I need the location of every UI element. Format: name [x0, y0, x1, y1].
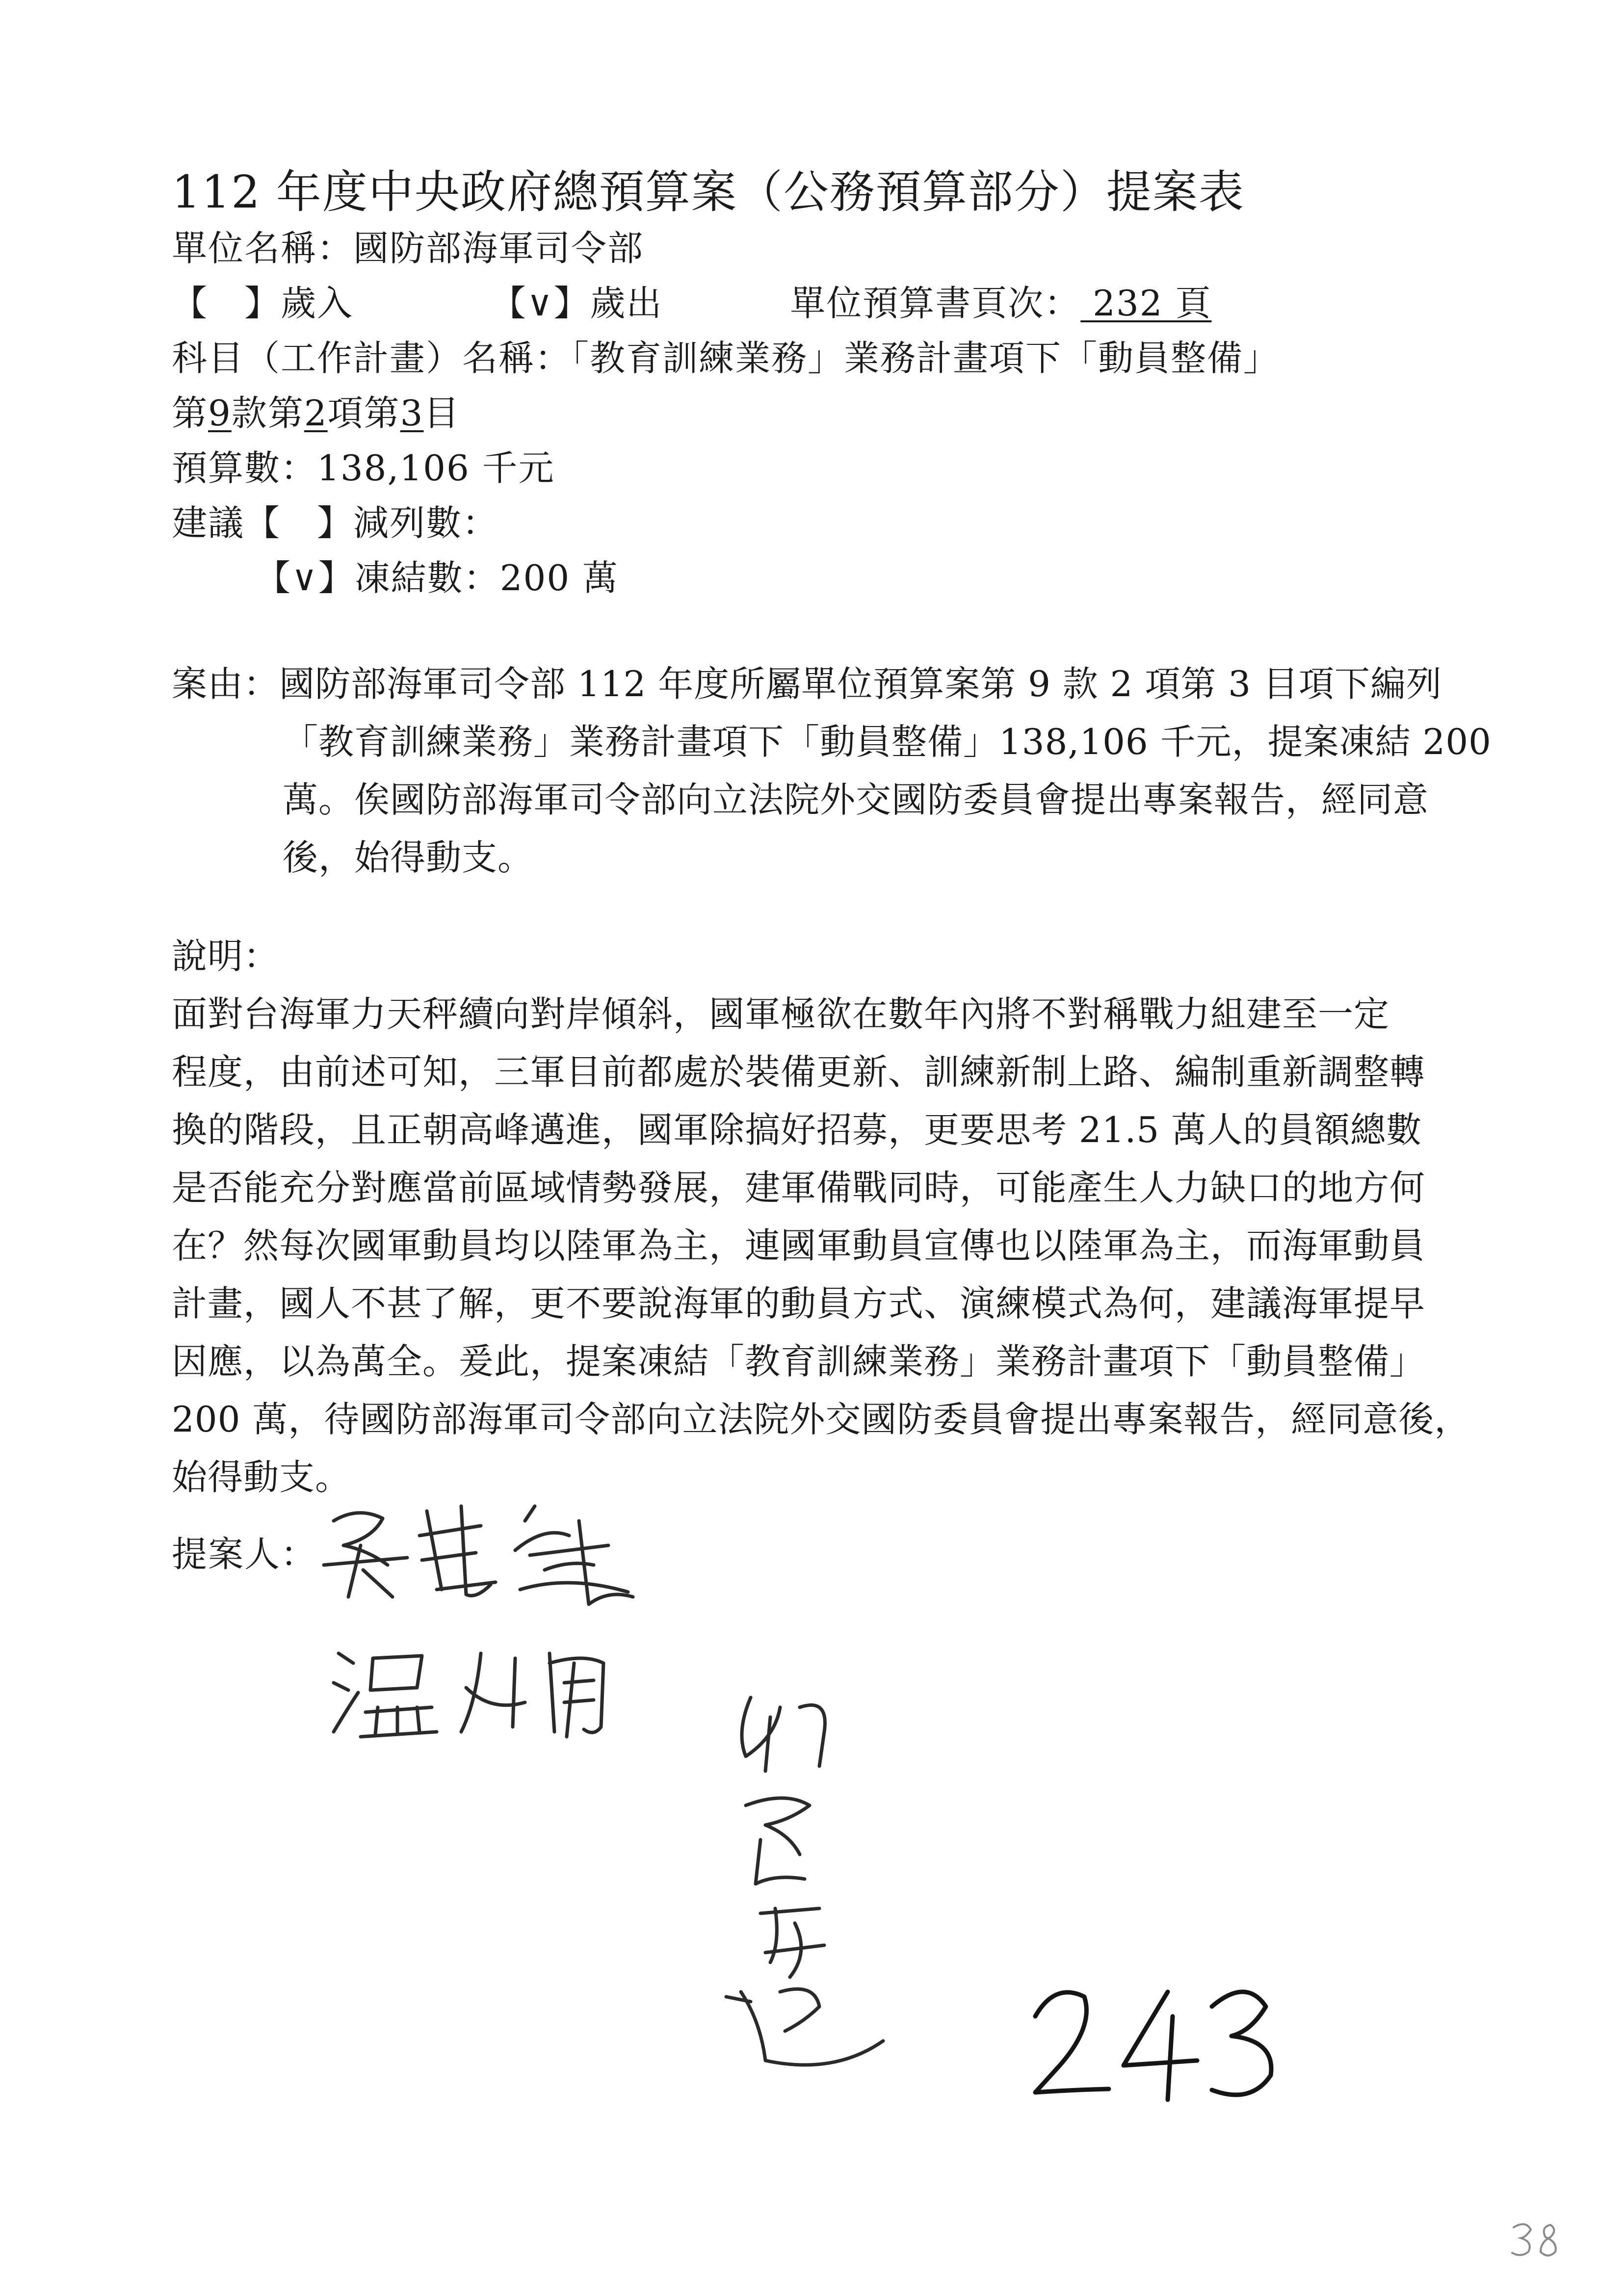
case-reason-line: 「教育訓練業務」業務計畫項下「動員整備」138,106 千元，提案凍結 200 [283, 721, 1492, 762]
case-reason-line: 後，始得動支。 [283, 837, 534, 878]
budget-amount: 138,106 千元 [317, 447, 555, 489]
section-text: 目 [423, 392, 460, 434]
freeze-label: 【∨】凍結數： [255, 557, 500, 599]
explanation-label: 說明： [172, 936, 280, 977]
explanation-line: 在？然每次國軍動員均以陸軍為主，連國軍動員宣傳也以陸軍為主，而海軍動員 [172, 1225, 1426, 1266]
subject-row [172, 330, 1280, 381]
explanation-line: 面對台海軍力天秤續向對岸傾斜，國軍極欲在數年內將不對稱戰力組建至一定 [172, 993, 1390, 1035]
budget-book-label: 單位預算書頁次： [790, 283, 1081, 324]
explanation-line: 計畫，國人不甚了解，更不要說海軍的動員方式、演練模式為何，建議海軍提早 [172, 1283, 1426, 1324]
budget-label: 預算數： [172, 447, 317, 489]
case-reason-label: 案由： [172, 663, 280, 704]
document-title: 112 年度中央政府總預算案（公務預算部分）提案表 [172, 166, 1245, 218]
case-reason-block [172, 655, 1496, 887]
freeze-row [255, 549, 619, 600]
budget-book-page: 232 頁 [1080, 283, 1212, 324]
explanation-line: 因應，以為萬全。爰此，提案凍結「教育訓練業務」業務計畫項下「動員整備」 [172, 1341, 1426, 1382]
unit-row [172, 220, 644, 271]
unit-name: 國防部海軍司令部 [353, 228, 644, 269]
case-reason-line: 案由：國防部海軍司令部 112 年度所屬單位預算案第 9 款 2 項第 3 目項下編列 [172, 663, 1442, 704]
freeze-amount: 200 萬 [499, 557, 619, 599]
revenue-expense-row [172, 275, 1212, 326]
unit-label: 單位名稱： [172, 228, 354, 269]
section-text: 第 [172, 392, 209, 434]
handwritten-page-number [1021, 1972, 1295, 2110]
expense-checkbox: 【∨】歲出 [490, 283, 663, 324]
section-mu: 3 [400, 392, 424, 434]
case-reason-line: 萬。俟國防部海軍司令部向立法院外交國防委員會提出專案報告，經同意 [283, 779, 1429, 820]
section-text: 項第 [327, 392, 400, 434]
revenue-checkbox: 【 】歲入 [172, 283, 354, 324]
explanation-line: 程度，由前述可知，三軍目前都處於裝備更新、訓練新制上路、編制重新調整轉 [172, 1051, 1426, 1093]
section-row [172, 385, 460, 436]
subject-name: 「教育訓練業務」業務計畫項下「動員整備」 [571, 338, 1280, 379]
signature-1 [314, 1491, 657, 1609]
section-text: 款第 [231, 392, 304, 434]
explanation-line: 是否能充分對應當前區域情勢發展，建軍備戰同時，可能產生人力缺口的地方何 [172, 1167, 1426, 1208]
signature-2 [319, 1634, 623, 1747]
budget-row [172, 440, 555, 491]
section-xiang: 2 [304, 392, 328, 434]
subject-label: 科目（工作計畫）名稱： [172, 338, 572, 379]
suggest-row: 建議【 】減列數： [172, 502, 499, 544]
section-kuan: 9 [208, 392, 232, 434]
explanation-line: 始得動支。 [172, 1457, 351, 1498]
corner-page-number [1506, 2218, 1570, 2262]
explanation-line: 換的階段，且正朝高峰邁進，國軍除搞好招募，更要思考 21.5 萬人的員額總數 [172, 1109, 1422, 1150]
proposer-label: 提案人： [172, 1534, 317, 1575]
explanation-block [172, 927, 1496, 1506]
explanation-line: 200 萬，待國防部海軍司令部向立法院外交國防委員會提出專案報告，經同意後， [172, 1399, 1470, 1440]
signature-3 [707, 1678, 893, 2080]
